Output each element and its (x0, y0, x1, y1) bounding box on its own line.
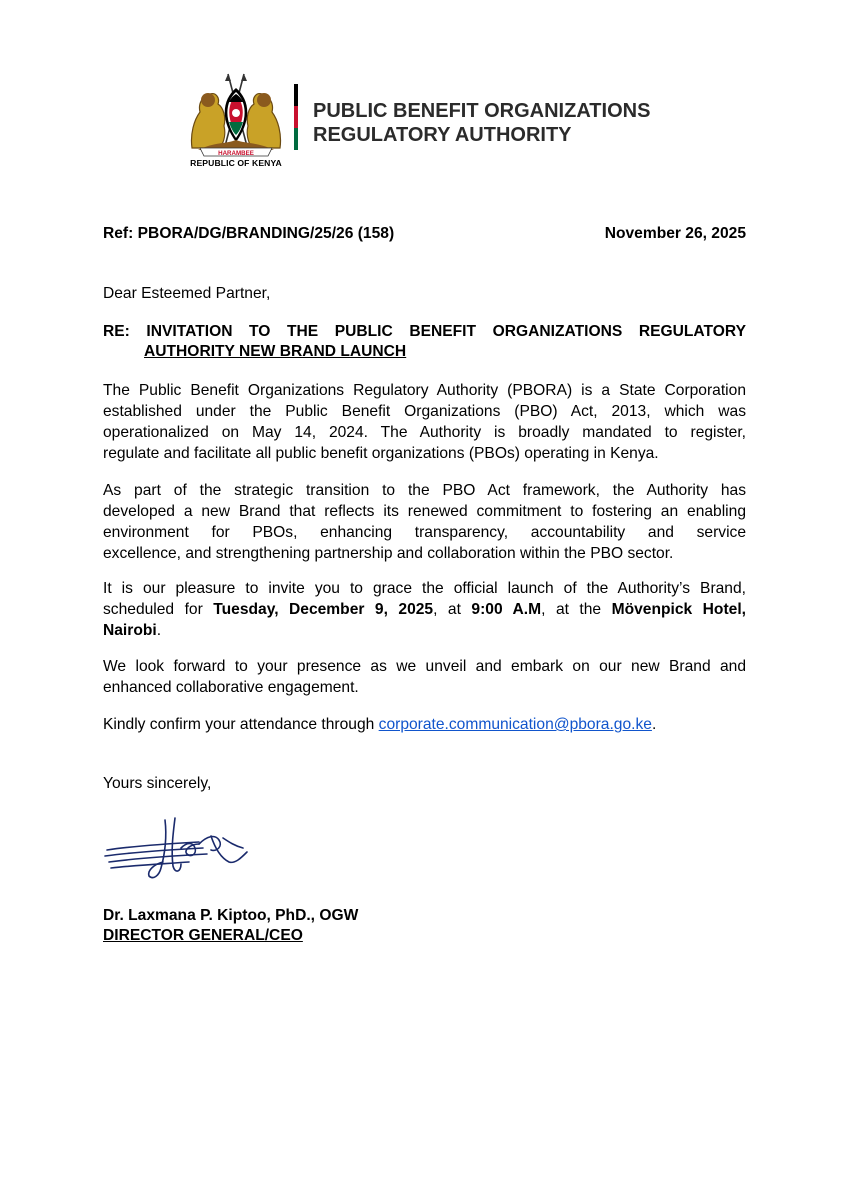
signatory-block (103, 906, 358, 946)
reference-line (103, 224, 746, 244)
paragraph-brand: As part of the strategic transition to the PBO Act framework, the Authority has developed a new Brand that reflects its renewed commitment to fostering an enabling environment for PBOs, enhancing transparency, accountability and service excellence, and strengthening partnership and collaboration within the PBO sector. (103, 482, 746, 562)
kenya-coat-of-arms-icon (180, 68, 292, 178)
letterhead (180, 68, 700, 178)
signatory-name: Dr. Laxmana P. Kiptoo, PhD., OGW (103, 907, 359, 924)
rsvp-email-link[interactable]: corporate.communication@pbora.go.ke (378, 716, 652, 733)
flag-color-bar (294, 84, 298, 150)
organization-name-line1: PUBLIC BENEFIT ORGANIZATIONS (313, 100, 651, 122)
handwritten-signature (103, 808, 263, 888)
subject-line1: RE: INVITATION TO THE PUBLIC BENEFIT ORGANIZATIONS REGULATORY (103, 323, 746, 340)
salutation: Dear Esteemed Partner, (103, 285, 271, 302)
crest-caption: REPUBLIC OF KENYA (190, 158, 282, 168)
signatory-title: DIRECTOR GENERAL/CEO (103, 927, 303, 944)
subject-line2: AUTHORITY NEW BRAND LAUNCH (144, 343, 407, 360)
letter-date: November 26, 2025 (604, 225, 746, 242)
invitation-details-line: scheduled for Tuesday, December 9, 2025, at 9:00 A.M, at the Mövenpick Hotel, (103, 601, 746, 618)
event-date: Tuesday, December 9, 2025 (213, 601, 434, 618)
organization-name (313, 99, 650, 147)
closing: Yours sincerely, (103, 775, 212, 792)
paragraph-closing-remarks: We look forward to your presence as we unveil and embark on our new Brand and enhanced collaborative engagement. (103, 658, 746, 696)
paragraph-introduction: The Public Benefit Organizations Regulatory Authority (PBORA) is a State Corporation established under the Public Benefit Organizations (PBO) Act, 2013, which was operationalized on May 14, 2024. The Authority is broadly mandated to register, regulate and facilitate all public benefit organizations (PBOs) operating in Kenya. (103, 382, 746, 462)
svg-text:HARAMBEE: HARAMBEE (218, 150, 254, 157)
organization-name-line2: REGULATORY AUTHORITY (313, 124, 572, 146)
paragraph-invitation: It is our pleasure to invite you to grace the official launch of the Authority’s Brand, scheduled for Tuesday, December 9, 2025, at 9:00 A.M, at the Mövenpick Hotel, Nairobi. (103, 580, 746, 639)
reference-number: Ref: PBORA/DG/BRANDING/25/26 (158) (103, 225, 395, 242)
paragraph-rsvp: Kindly confirm your attendance through corporate.communication@pbora.go.ke. (103, 716, 657, 733)
event-venue: Mövenpick Hotel, (611, 601, 746, 618)
event-city: Nairobi (103, 622, 157, 639)
event-time: 9:00 A.M (471, 601, 542, 618)
subject-heading (103, 322, 746, 362)
